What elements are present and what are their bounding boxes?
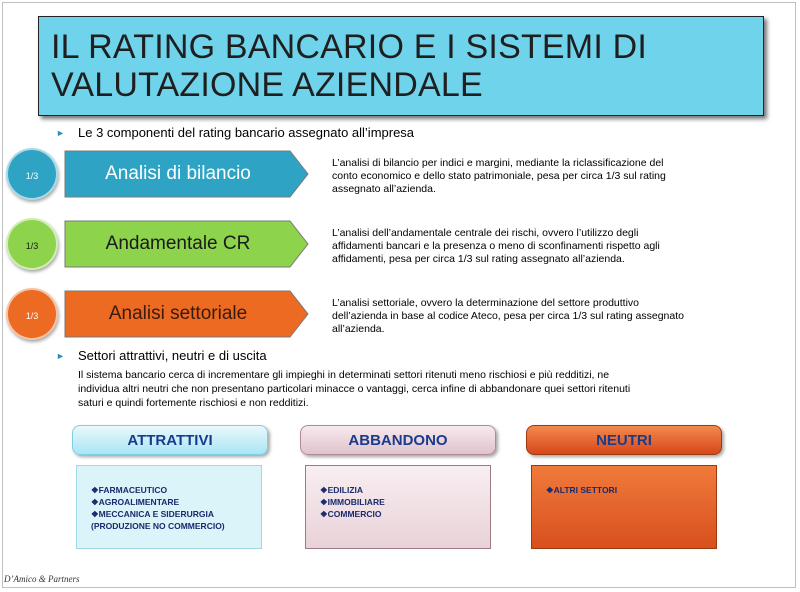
fraction-circle-cr: 1/3 (6, 218, 58, 270)
box-abbandono (305, 465, 491, 549)
bullet-components: ► Le 3 componenti del rating bancario assegnato all’impresa (56, 125, 415, 140)
header-attrattivi: ATTRATTIVI (72, 425, 268, 455)
list-item: ❖EDILIZIA (320, 485, 364, 495)
list-item: ❖IMMOBILIARE (320, 497, 385, 507)
list-item: ❖AGROALIMENTARE (91, 497, 180, 507)
title-line-2: VALUTAZIONE AZIENDALE (51, 66, 483, 104)
box-attrattivi (76, 465, 262, 549)
bullet-arrow-icon: ► (56, 351, 65, 361)
box-neutri (531, 465, 717, 549)
slide-title (51, 28, 647, 104)
arrow-analisi-bilancio (64, 150, 310, 198)
bullet-settori: ► Settori attrattivi, neutri e di uscita (56, 348, 267, 363)
footer-credit: D’Amico & Partners (4, 574, 80, 584)
arrow-andamentale-cr (64, 220, 310, 268)
bullet-arrow-icon: ► (56, 128, 65, 138)
desc-bilancio: L’analisi di bilancio per indici e margini, mediante la riclassificazione del conto economico e dello stato patrimoniale, pesa per circa 1/3 sul rating assegnato all’azienda. (332, 157, 666, 195)
list-item: ❖FARMACEUTICO (91, 485, 168, 495)
fraction-circle-settoriale: 1/3 (6, 288, 58, 340)
arrow-analisi-settoriale (64, 290, 310, 338)
arrow-label-bilancio: Analisi di bilancio (105, 163, 251, 184)
list-item: (PRODUZIONE NO COMMERCIO) (91, 521, 225, 531)
header-neutri: NEUTRI (526, 425, 722, 455)
header-abbandono: ABBANDONO (300, 425, 496, 455)
list-item: ❖ALTRI SETTORI (546, 485, 618, 495)
fraction-circle-bilancio: 1/3 (6, 148, 58, 200)
title-line-1: IL RATING BANCARIO E I SISTEMI DI (51, 28, 648, 66)
list-item: ❖COMMERCIO (320, 509, 382, 519)
title-box (38, 16, 764, 116)
arrow-label-cr: Andamentale CR (105, 233, 251, 254)
arrow-label-settoriale: Analisi settoriale (108, 303, 248, 324)
desc-settoriale: L’analisi settoriale, ovvero la determinazione del settore produttivo dell’azienda in base al codice Ateco, pesa per circa 1/3 sul rating assegnato all’azienda. (332, 297, 684, 335)
desc-cr: L’analisi dell’andamentale centrale dei rischi, ovvero l’utilizzo degli affidamenti bancari e la presenza o meno di sconfinamenti rispetto agli affidamenti, pesa per circa 1/3 sul rating assegnato all’azienda. (332, 227, 660, 265)
list-item: ❖MECCANICA E SIDERURGIA (91, 509, 215, 519)
settori-paragraph: Il sistema bancario cerca di incrementare gli impieghi in determinati settori ritenuti meno rischiosi e più redditizi, ne individua altri neutri che non presentano particolari minacce o vantaggi, cerca infine di abbandonare quei settori ritenuti saturi e quindi fortemente rischiosi e non redditizi. (78, 369, 631, 409)
